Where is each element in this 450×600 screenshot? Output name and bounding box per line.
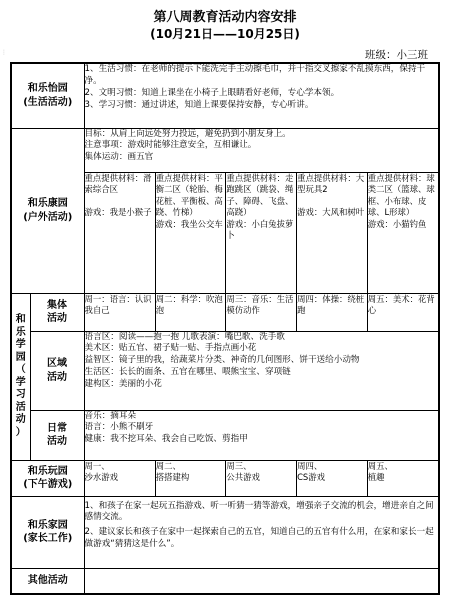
row-quyu — [11, 331, 439, 410]
quyu-line: 语言区：阅读——抱一抱 儿歌表演：嘴巴歌、洗手歌 — [84, 331, 285, 342]
hewan-col-1: 周一、 沙水游戏 — [85, 461, 156, 496]
content-qita — [84, 568, 439, 594]
row-heyi — [11, 63, 439, 128]
hekang-col-1: 重点提供材料：滑索综合区 游戏：我是小猴子 — [85, 173, 156, 293]
hewan-col-4: 周四、 CS游戏 — [297, 461, 368, 496]
class-label: 班级：小三班 — [365, 49, 428, 61]
heyi-line: 1、生活习惯：在老师的提示下能洗完手主动擦毛巾，并十指交叉擦家不乱摸东西，保持干净。 — [84, 64, 426, 86]
heyi-line: 3、学习习惯：通过讲述，知道上课要保持安静，专心听讲。 — [84, 99, 314, 110]
margin-mark: ⋮ — [1, 49, 7, 56]
hekang-goal: 目标：从肩上向远处努力投远，避免扔到小朋友身上。 — [84, 128, 291, 139]
hekang-columns — [84, 172, 439, 293]
heyi-line: 2、文明习惯：知道上课坐在小椅子上眼睛看好老师，专心学本领。 — [84, 87, 340, 98]
quyu-line: 建构区：美丽的小花 — [84, 378, 162, 389]
hekang-group: 集体运动：画五官 — [84, 152, 154, 163]
hekang-note: 注意事项：游戏时能够注意安全，互相谦让。 — [84, 140, 257, 151]
row-hekang-top — [11, 128, 439, 172]
jiti-col-1: 周一：语言：认识我自己 — [85, 294, 156, 331]
hejia-line: 1、和孩子在家一起玩五指游戏、听一听猜一猜等游戏，增强亲子交流的机会，增进亲自之间感情交流。 — [84, 500, 434, 523]
row-hewan — [11, 460, 439, 496]
quyu-line: 美术区：贴五官、裙子贴一贴、手指点画小花 — [84, 343, 257, 354]
row-qita — [11, 568, 439, 594]
hekang-col-5: 重点提供材料：球类二区（篮球、球框、小布球、皮球、L形球） 游戏：小猫钓鱼 — [367, 172, 435, 229]
content-hejia — [84, 496, 439, 568]
row-jiti — [11, 293, 439, 331]
label-qita: 其他活动 — [11, 568, 84, 594]
jiti-col-4: 周四：体操：绕桩跑 — [297, 294, 368, 331]
label-hexue: 和 乐 学 园 （ 学 习 活 动 ） — [11, 293, 30, 460]
richang-line: 音乐：摘耳朵 — [84, 410, 137, 421]
schedule-table — [10, 62, 440, 595]
jiti-col-2: 周二：科学：吹泡泡 — [155, 294, 226, 331]
row-hejia — [11, 496, 439, 568]
hejia-line: 2、建议家长和孩子在家中一起探索自己的五官，知道自己的五官有什么用，在家和家长一起做游戏“猜猜这是什么”。 — [84, 527, 434, 550]
hekang-col-2: 重点提供材料：平衡二区（轮胎、梅花桩、平衡板、高跷、竹梯） 游戏：我坐公交车 — [155, 173, 226, 293]
hewan-col-5: 周五、 植趣 — [367, 460, 393, 483]
content-quyu — [84, 331, 439, 410]
jiti-columns — [84, 293, 439, 331]
label-richang: 日常 活动 — [30, 410, 84, 460]
content-richang — [84, 410, 439, 460]
hekang-col-4: 重点提供材料：大型玩具2 游戏：大风和树叶 — [297, 173, 368, 293]
hewan-columns — [84, 460, 439, 496]
label-jiti: 集体 活动 — [30, 293, 84, 331]
content-heyi — [84, 63, 439, 128]
richang-line: 健康：我不挖耳朵、我会自己吃饭、剪指甲 — [84, 434, 248, 445]
quyu-line: 益智区：镜子里的我，给蔬菜片分类、神奇的几何图形、饼干送给小动物 — [84, 355, 360, 366]
label-heyi: 和乐怡园 (生活活动) — [11, 63, 84, 128]
label-hewan: 和乐玩园 (下午游戏) — [11, 460, 84, 496]
quyu-line: 生活区：长长的面条、五官在哪里、喂熊宝宝、穿项链 — [84, 367, 291, 378]
label-hekang: 和乐康园 (户外活动) — [11, 128, 84, 293]
content-hekang-goal — [84, 128, 439, 172]
hekang-col-3: 重点提供材料：走跑跳区（跳袋、绳子、障碍、飞盘、高跷） 游戏：小白兔拔萝卜 — [226, 173, 297, 293]
jiti-col-5: 周五：美术：花背心 — [367, 293, 435, 316]
jiti-col-3: 周三：音乐：生活模仿动作 — [226, 294, 297, 331]
hewan-col-3: 周三、 公共游戏 — [226, 461, 297, 496]
row-richang — [11, 410, 439, 460]
hewan-col-2: 周二、 搭搭建构 — [155, 461, 226, 496]
label-quyu: 区域 活动 — [30, 331, 84, 410]
page-title: 第八周教育活动内容安排 — [153, 10, 297, 25]
label-hejia: 和乐家园 (家长工作) — [11, 496, 84, 568]
date-range: (10月21日——10月25日) — [150, 27, 300, 41]
richang-line: 语言：小熊不刷牙 — [84, 422, 154, 433]
